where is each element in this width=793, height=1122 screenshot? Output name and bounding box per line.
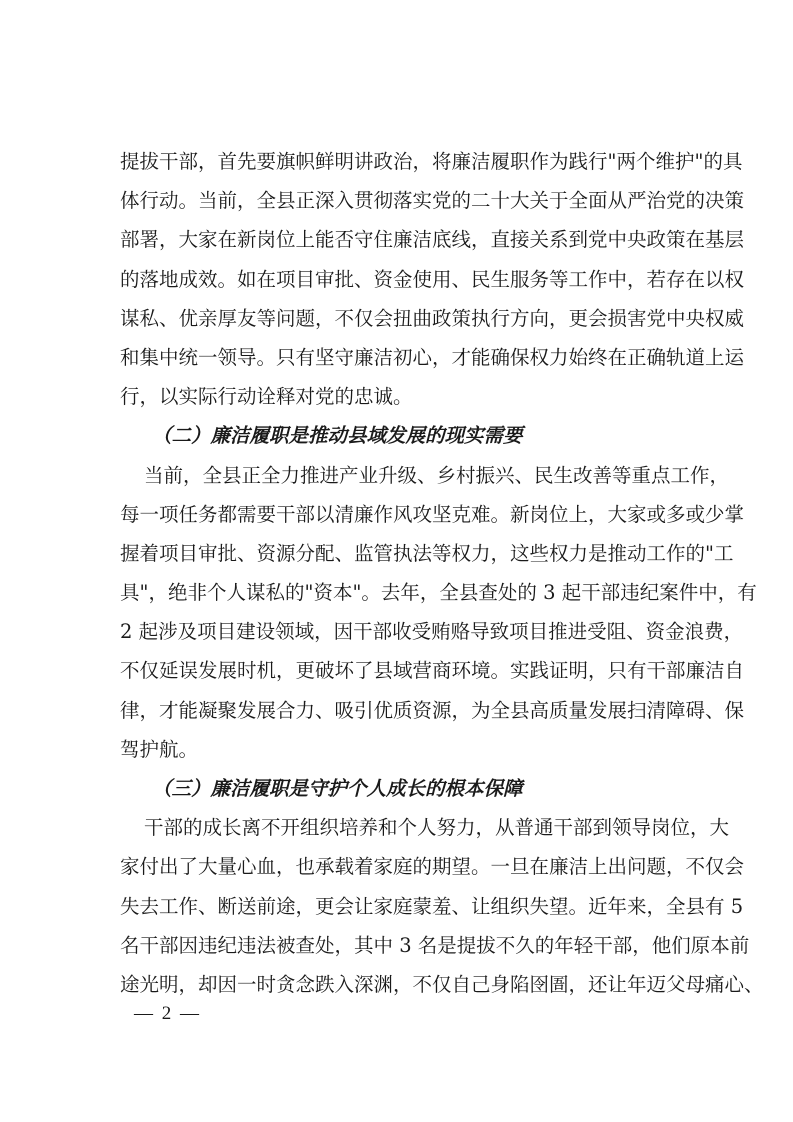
text-line: 部署，大家在新岗位上能否守住廉洁底线，直接关系到党中央政策在基层	[120, 228, 745, 252]
text-line: 具"，绝非个人谋私的"资本"。去年，全县查处的 3 起干部违纪案件中，有	[120, 581, 757, 605]
section-heading	[120, 769, 692, 808]
page-number: — 2 —	[134, 1003, 201, 1024]
text-line: 失去工作、断送前途，更会让家庭蒙羞、让组织失望。近年来，全县有 5	[120, 894, 744, 918]
paragraph	[120, 456, 757, 770]
text-line: 驾护航。	[120, 737, 199, 761]
text-line: 提拔干部，首先要旗帜鲜明讲政治，将廉洁履职作为践行"两个维护"的具	[120, 150, 743, 173]
text-line: 谋私、优亲厚友等问题，不仅会扭曲政策执行方向，更会损害党中央权威	[120, 306, 745, 330]
document-body	[120, 142, 764, 1004]
text-line: 干部的成长离不开组织培养和个人努力，从普通干部到领导岗位，大	[144, 816, 730, 840]
text-line: 握着项目审批、资源分配、监管执法等权力，这些权力是推动工作的"工	[120, 541, 734, 565]
text-line: 途光明，却因一时贪念跌入深渊，不仅自己身陷囹圄，还让年迈父母痛心、	[120, 972, 764, 996]
paragraph	[120, 142, 745, 416]
paragraph	[120, 808, 764, 1004]
text-line: 体行动。当前，全县正深入贯彻落实党的二十大关于全面从严治党的决策	[120, 189, 745, 213]
text-line: 的落地成效。如在项目审批、资金使用、民生服务等工作中，若存在以权	[120, 267, 745, 291]
section-heading	[120, 416, 692, 455]
text-line: 2 起涉及项目建设领域，因干部收受贿赂导致项目推进受阻、资金浪费，	[120, 620, 744, 644]
text-line: 和集中统一领导。只有坚守廉洁初心，才能确保权力始终在正确轨道上运	[120, 345, 745, 369]
text-line: 名干部因违纪违法被查处，其中 3 名是提拔不久的年轻干部，他们原本前	[120, 933, 750, 957]
text-line: 家付出了大量心血，也承载着家庭的期望。一旦在廉洁上出问题，不仅会	[120, 855, 745, 879]
text-line: （二）廉洁履职是推动县域发展的现实需要	[152, 424, 523, 448]
text-line: 当前，全县正全力推进产业升级、乡村振兴、民生改善等重点工作，	[144, 463, 730, 487]
text-line: 每一项任务都需要干部以清廉作风攻坚克难。新岗位上，大家或多或少掌	[120, 502, 745, 526]
text-line: 不仅延误发展时机，更破坏了县域营商环境。实践证明，只有干部廉洁自	[120, 659, 745, 683]
text-line: 行，以实际行动诠释对党的忠诚。	[120, 385, 413, 409]
text-line: 律，才能凝聚发展合力、吸引优质资源，为全县高质量发展扫清障碍、保	[120, 698, 745, 722]
text-line: （三）廉洁履职是守护个人成长的根本保障	[152, 777, 523, 800]
